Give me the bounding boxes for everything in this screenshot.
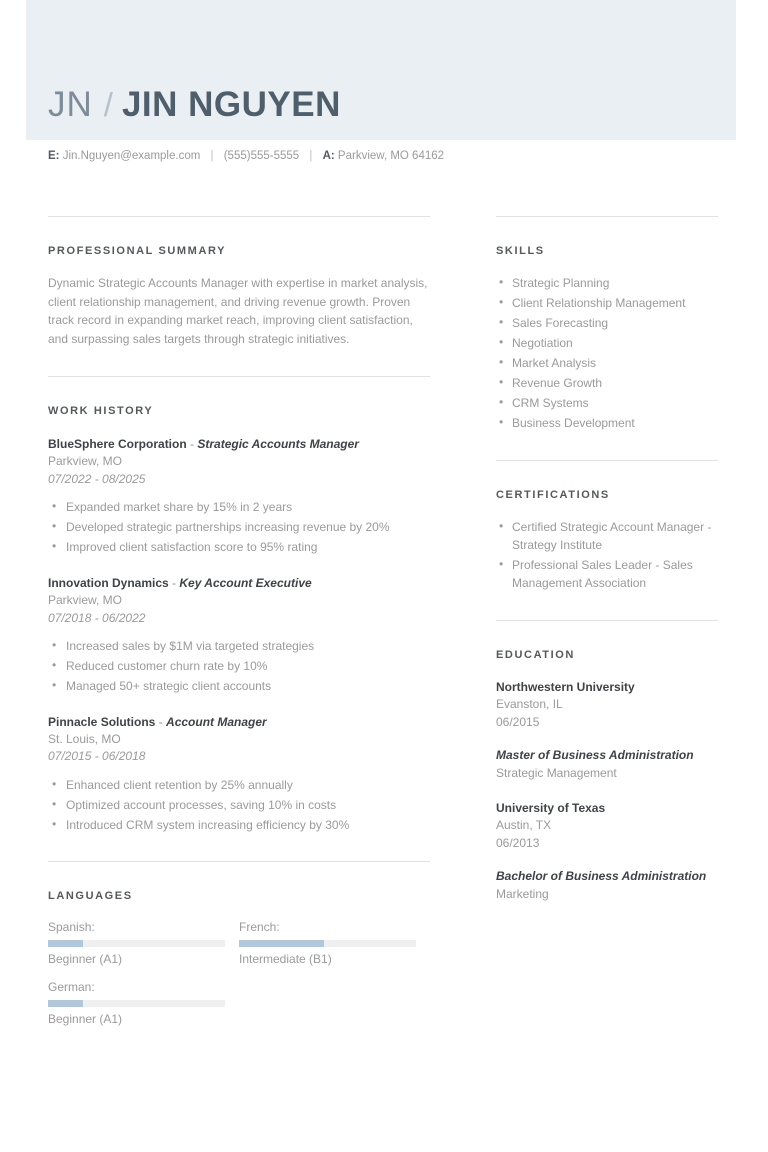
address-value: Parkview, MO 64162 (337, 150, 445, 162)
work-company: BlueSphere Corporation (48, 437, 187, 452)
education-date: 06/2013 (496, 835, 540, 850)
work-dash: - (172, 576, 177, 591)
work-dates: 07/2018 - 06/2022 (48, 610, 146, 625)
work-entry (48, 576, 430, 695)
professional-summary-text: Dynamic Strategic Accounts Manager with expertise in market analysis, client relationship management, and driving revenue growth. Proven track record in expanding market reach, improving client satisfaction, and surpassing sales targets through strategic initiatives. (48, 276, 428, 346)
language-item (239, 920, 430, 966)
work-entry-heading (48, 437, 430, 451)
skill-item: • Revenue Growth (496, 374, 718, 392)
work-bullet: • Reduced customer churn rate by 10% (48, 657, 430, 675)
skills-list (496, 274, 718, 432)
work-bullet-list (48, 637, 430, 695)
header-band (26, 0, 736, 140)
education-entry (496, 800, 718, 903)
skill-item: • CRM Systems (496, 394, 718, 412)
certification-item: • Professional Sales Leader - Sales Management Association (496, 556, 718, 592)
work-bullet: • Enhanced client retention by 25% annually (48, 776, 430, 794)
section-title-languages: LANGUAGES (48, 889, 133, 902)
education-date: 06/2015 (496, 714, 540, 729)
education-degree: Master of Business Administration (496, 748, 694, 763)
work-bullet: • Optimized account processes, saving 10% in costs (48, 796, 430, 814)
languages-grid (48, 920, 430, 1040)
email-label: E: (48, 150, 60, 162)
education-degree: Bachelor of Business Administration (496, 869, 707, 884)
section-title-work-history: WORK HISTORY (48, 405, 154, 418)
skill-item: • Business Development (496, 414, 718, 432)
education-school: Northwestern University (496, 680, 635, 694)
language-item (48, 980, 239, 1026)
work-entry-heading (48, 576, 430, 590)
work-bullet: • Increased sales by $1M via targeted strategies (48, 637, 430, 655)
work-location: Parkview, MO (48, 593, 123, 608)
certification-item: • Certified Strategic Account Manager - Strategy Institute (496, 518, 718, 554)
work-location: St. Louis, MO (48, 731, 121, 746)
work-bullet: • Introduced CRM system increasing efficiency by 30% (48, 816, 430, 834)
work-entry (48, 437, 430, 556)
work-bullet-list (48, 498, 430, 556)
work-dash: - (158, 714, 163, 729)
work-entry (48, 715, 430, 834)
work-title: Key Account Executive (179, 576, 312, 591)
section-title-professional-summary: PROFESSIONAL SUMMARY (48, 245, 227, 257)
skill-item: • Market Analysis (496, 354, 718, 372)
skill-item: • Client Relationship Management (496, 294, 718, 312)
work-title: Account Manager (166, 714, 267, 729)
education-field: Marketing (496, 886, 549, 901)
language-proficiency-fill (239, 940, 324, 947)
work-company: Pinnacle Solutions (48, 714, 156, 729)
work-dates: 07/2015 - 06/2018 (48, 749, 146, 764)
education-field: Strategic Management (496, 765, 617, 780)
language-proficiency-track (239, 940, 416, 947)
divider-skills (496, 216, 718, 217)
right-column (496, 216, 718, 903)
address-label: A: (322, 150, 335, 162)
skill-item: • Strategic Planning (496, 274, 718, 292)
work-bullet: • Improved client satisfaction score to 95% rating (48, 538, 430, 556)
left-column (48, 216, 430, 1040)
education-location: Evanston, IL (496, 697, 563, 712)
language-name: German: (48, 979, 95, 994)
language-item (48, 920, 239, 966)
divider-education (496, 620, 718, 621)
language-name: French: (239, 919, 280, 934)
work-dash: - (190, 437, 195, 452)
skill-item: • Sales Forecasting (496, 314, 718, 332)
language-proficiency-fill (48, 1000, 83, 1007)
work-bullet: • Managed 50+ strategic client accounts (48, 677, 430, 695)
email-value[interactable]: Jin.Nguyen@example.com (62, 150, 201, 162)
contact-line (48, 150, 444, 162)
work-dates: 07/2022 - 08/2025 (48, 471, 146, 486)
divider-certifications (496, 460, 718, 461)
work-title: Strategic Accounts Manager (197, 437, 359, 452)
education-school: University of Texas (496, 800, 606, 815)
certifications-list (496, 518, 718, 592)
full-name: JIN NGUYEN (121, 85, 341, 124)
monogram: JN (48, 85, 93, 124)
section-title-education: EDUCATION (496, 649, 575, 661)
contact-separator-2: | (309, 150, 313, 162)
language-level: Beginner (A1) (48, 951, 123, 966)
education-entry (496, 679, 718, 782)
section-title-skills: SKILLS (496, 245, 545, 257)
skill-item: • Negotiation (496, 334, 718, 352)
language-proficiency-track (48, 940, 225, 947)
work-bullet: • Expanded market share by 15% in 2 years (48, 498, 430, 516)
divider-summary (48, 216, 430, 217)
contact-separator-1: | (210, 150, 214, 162)
language-name: Spanish: (48, 919, 95, 934)
language-proficiency-track (48, 1000, 225, 1007)
language-level: Intermediate (B1) (239, 951, 332, 966)
section-title-certifications: CERTIFICATIONS (496, 489, 610, 501)
work-entry-heading (48, 715, 430, 729)
work-company: Innovation Dynamics (48, 576, 169, 591)
phone-value[interactable]: (555)555-5555 (223, 150, 300, 162)
work-location: Parkview, MO (48, 454, 123, 469)
language-proficiency-fill (48, 940, 83, 947)
name-separator: / (103, 86, 113, 123)
language-level: Beginner (A1) (48, 1011, 123, 1026)
education-location: Austin, TX (496, 818, 552, 833)
work-bullet: • Developed strategic partnerships increasing revenue by 20% (48, 518, 430, 536)
work-bullet-list (48, 776, 430, 834)
divider-work-history (48, 376, 430, 377)
name-heading (48, 87, 341, 122)
divider-languages (48, 861, 430, 862)
